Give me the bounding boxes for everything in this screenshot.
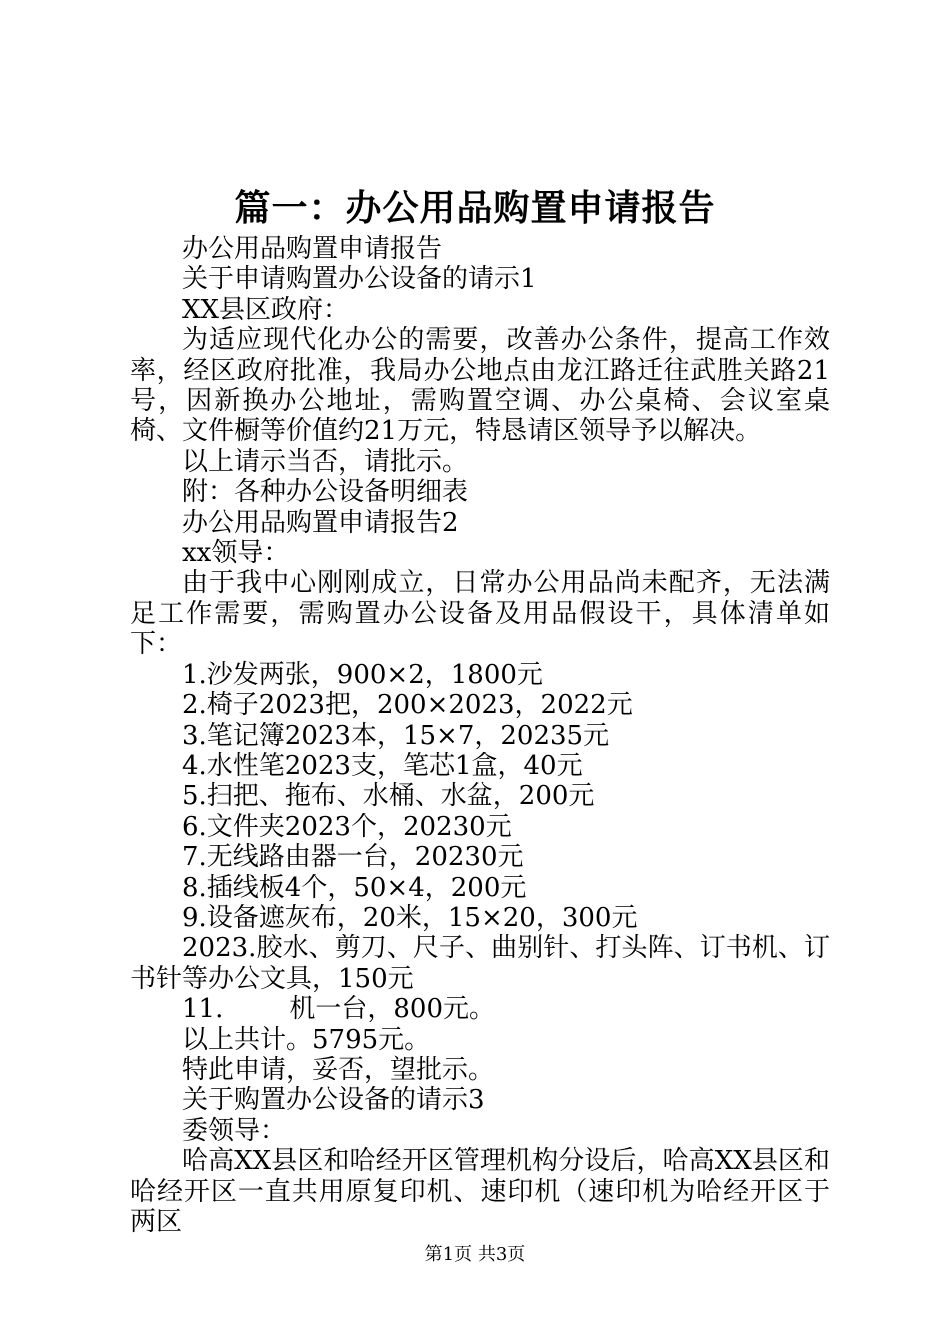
- document-body: [130, 234, 830, 1237]
- list-item-number: 11.: [182, 994, 224, 1025]
- list-item: 9.设备遮灰布，20米，15×20，300元: [182, 902, 638, 933]
- paragraph: 以上请示当否，请批示。: [182, 446, 469, 477]
- paragraph: XX县区政府：: [182, 294, 350, 325]
- paragraph: 为适应现代化办公的需要，改善办公条件，提高工作效率，经区政府批准，我局办公地点由龙江路迁往武胜关路21号，因新换办公地址，需购置空调、办公桌椅、会议室桌椅、文件橱等价值约21万元，特恳请区领导予以解决。: [130, 325, 830, 447]
- paragraph: 由于我中心刚刚成立，日常办公用品尚未配齐，无法满足工作需要，需购置办公设备及用品假设干，具体清单如下：: [130, 568, 830, 660]
- page-footer: 第1页 共3页: [424, 1244, 526, 1265]
- paragraph: 办公用品购置申请报告: [182, 234, 443, 264]
- list-item: [130, 994, 830, 1024]
- paragraph: xx领导：: [182, 538, 290, 569]
- paragraph: 关于申请购置办公设备的请示1: [182, 264, 537, 295]
- paragraph: 关于购置办公设备的请示3: [182, 1085, 485, 1116]
- paragraph: 特此申请，妥否，望批示。: [182, 1054, 495, 1085]
- list-item: 2023.胶水、剪刀、尺子、曲别针、打头阵、订书机、订书针等办公文具，150元: [130, 933, 830, 994]
- list-item: 7.无线路由器一台，20230元: [182, 842, 524, 873]
- list-item: 6.文件夹2023个，20230元: [182, 811, 512, 842]
- list-item: 2.椅子2023把，200×2023，2022元: [182, 690, 633, 721]
- list-item: 5.扫把、拖布、水桶、水盆，200元: [182, 781, 595, 812]
- paragraph: 哈高XX县区和哈经开区管理机构分设后，哈高XX县区和哈经开区一直共用原复印机、速印机（速印机为哈经开区于两区: [130, 1146, 830, 1237]
- paragraph: 附：各种办公设备明细表: [182, 477, 469, 508]
- paragraph: 委领导：: [182, 1115, 287, 1146]
- list-item: 4.水性笔2023支，笔芯1盒，40元: [182, 750, 583, 781]
- list-item: 1.沙发两张，900×2，1800元: [182, 659, 543, 690]
- paragraph: 以上共计。5795元。: [182, 1024, 431, 1055]
- list-item: 8.插线板4个，50×4，200元: [182, 872, 527, 903]
- document-title: 篇一：办公用品购置申请报告: [234, 187, 716, 229]
- list-item-text: 机一台，800元。: [289, 994, 495, 1025]
- list-item: 3.笔记簿2023本，15×7，20235元: [182, 720, 610, 751]
- paragraph: 办公用品购置申请报告2: [182, 507, 459, 538]
